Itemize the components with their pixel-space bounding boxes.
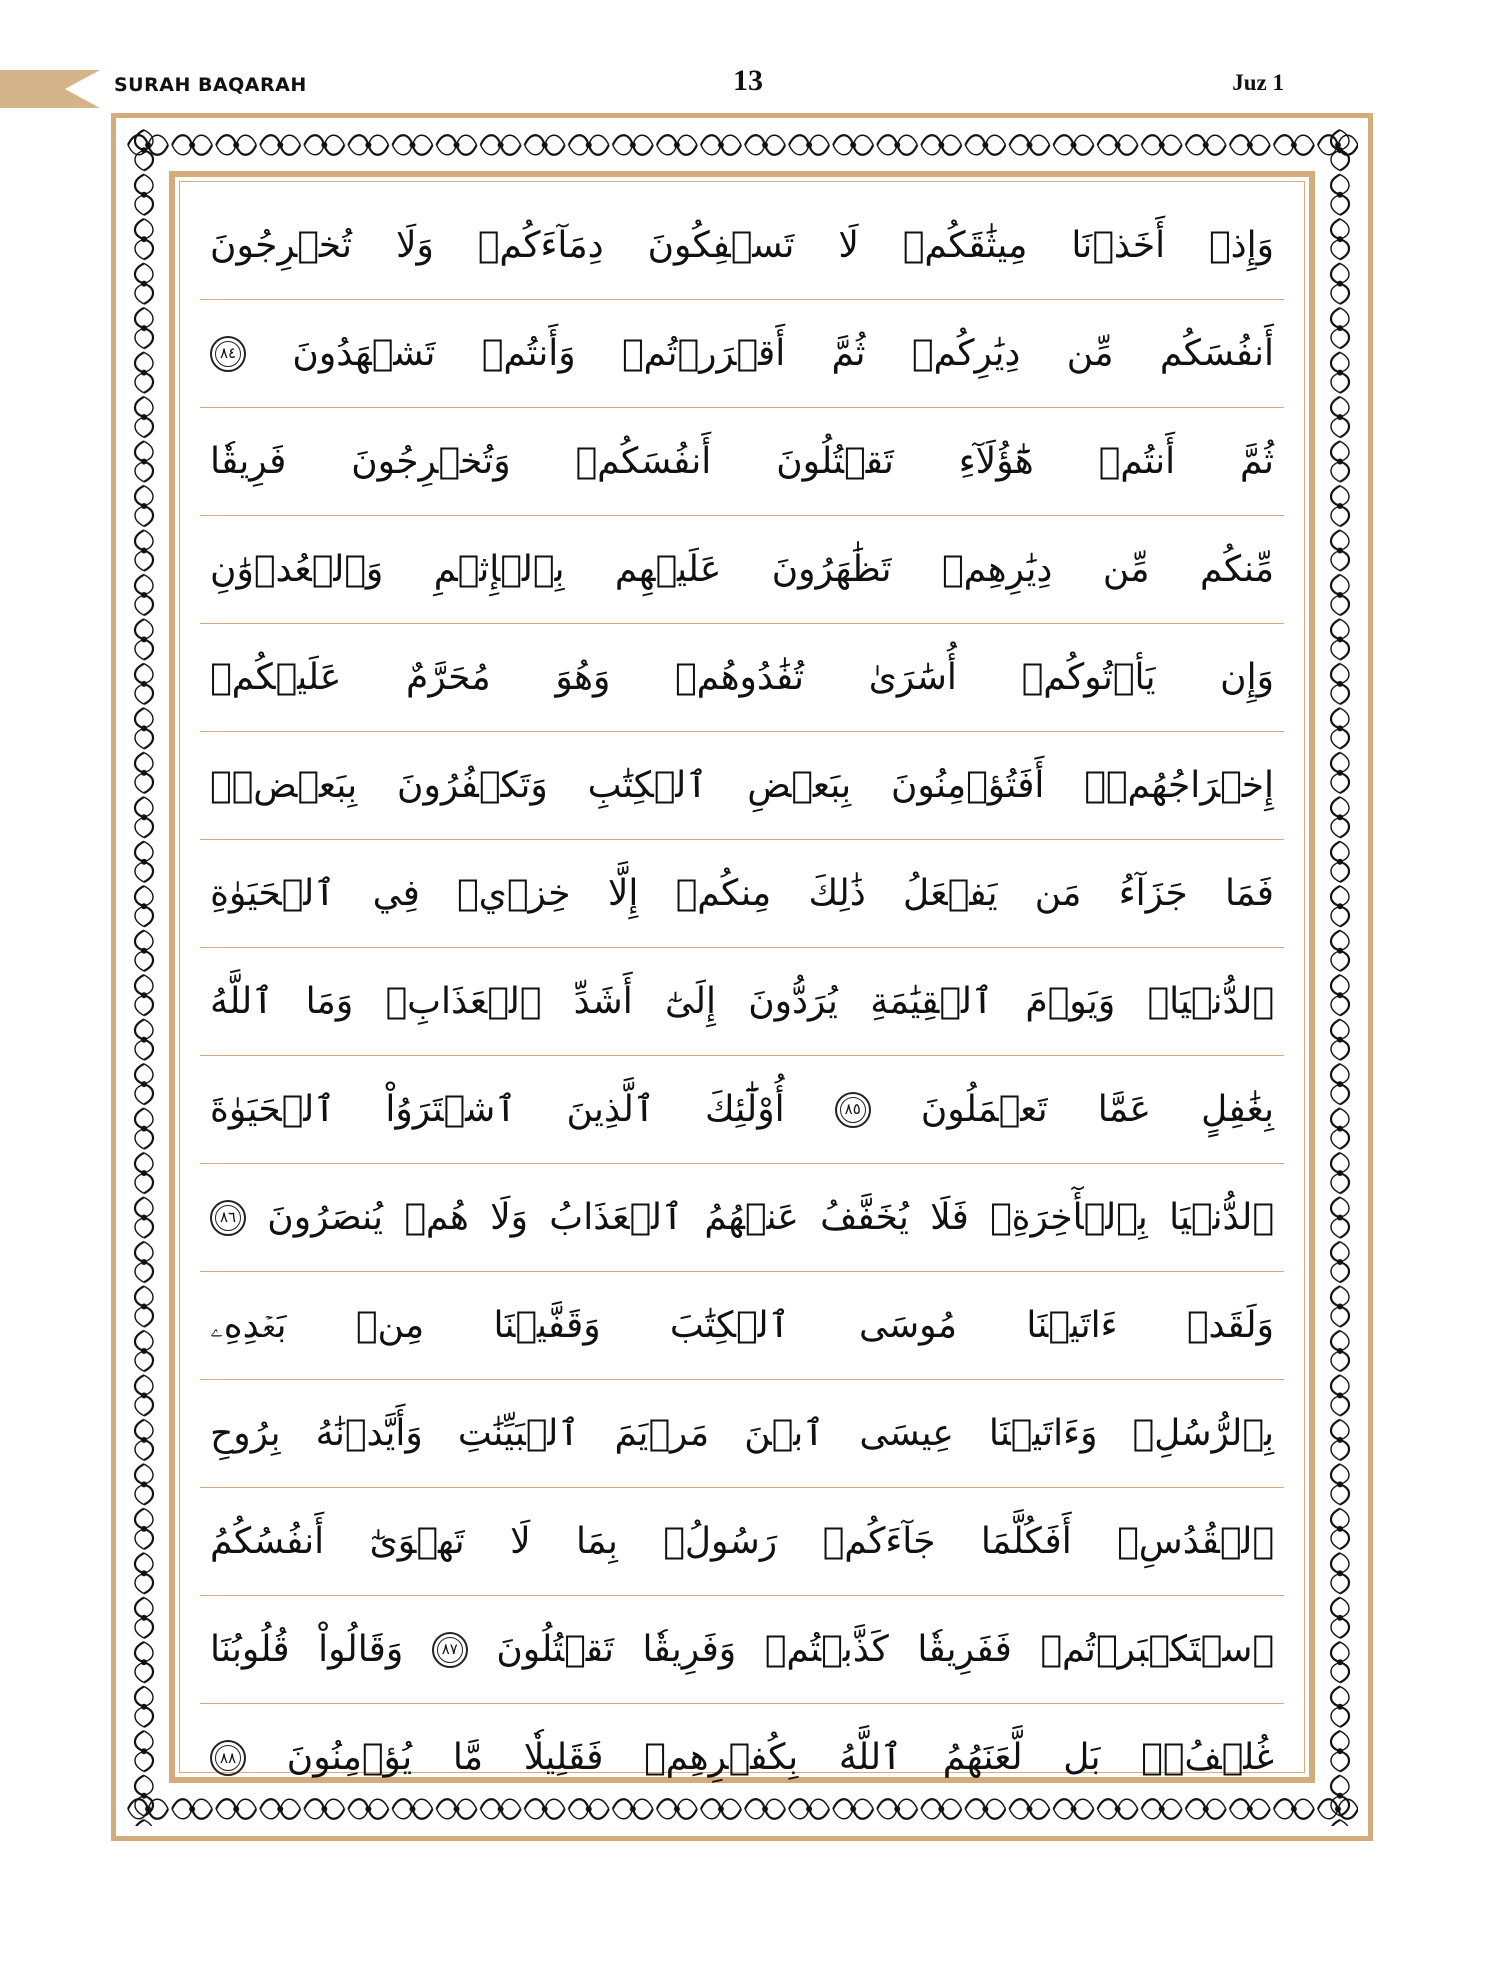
verse-word: أَنفُسُكُمُ xyxy=(210,1520,325,1562)
verse-word: دِيَٰرِهِمۡ xyxy=(942,548,1053,590)
verse-word: فَمَا xyxy=(1225,872,1274,914)
verse-word: أُوْلَٰٓئِكَ xyxy=(705,1088,785,1130)
juz-label: Juz 1 xyxy=(1232,70,1284,95)
verse-word: مِّن xyxy=(1066,332,1114,374)
verse-word: فَفَرِيقٗا xyxy=(917,1628,1012,1670)
verse-word: بِبَعۡضِ xyxy=(747,764,852,806)
verse-word: مِنۢ xyxy=(355,1304,425,1346)
verse-word: مَن xyxy=(1034,872,1082,914)
verse-word: تَظَٰهَرُونَ xyxy=(771,548,892,590)
verse-word: ٱلَّذِينَ xyxy=(566,1088,655,1130)
verse-word: لَا xyxy=(838,224,859,266)
verse-word: يُؤۡمِنُونَ xyxy=(286,1737,413,1778)
verse-line xyxy=(200,840,1284,948)
verse-line xyxy=(200,516,1284,624)
verse-word: وَلَا xyxy=(490,1196,529,1238)
verse-word: عَلَيۡهِم xyxy=(614,548,722,590)
verse-word: وَقَالُواْ xyxy=(318,1628,404,1670)
verse-word: أَنفُسَكُم xyxy=(1159,332,1274,374)
verse-word: يُرَدُّونَ xyxy=(748,980,838,1022)
verse-word: مِّن xyxy=(1102,548,1150,590)
verse-word: أَنفُسَكُمۡ xyxy=(575,440,712,482)
verse-word: وَفَرِيقٗا xyxy=(642,1628,737,1670)
verse-word: أَفَتُؤۡمِنُونَ xyxy=(890,764,1045,806)
verse-word: بِمَا xyxy=(576,1520,618,1562)
verse-line xyxy=(200,1272,1284,1380)
verse-word: ٱبۡنَ xyxy=(744,1412,825,1454)
verse-word: إِلَّا xyxy=(607,872,639,914)
verse-word: مِّنكُم xyxy=(1200,548,1274,590)
verse-word: خِزۡيٞ xyxy=(457,872,571,914)
verse-word: مِيثَٰقَكُمۡ xyxy=(902,224,1028,266)
verse-word: جَزَآءُ xyxy=(1118,872,1188,914)
verse-word: وَأَيَّدۡنَٰهُ xyxy=(315,1412,423,1454)
verse-word: مَّا xyxy=(452,1737,484,1778)
verse-line xyxy=(200,408,1284,516)
verse-word: عِيسَى xyxy=(859,1412,954,1454)
verse-word: لَا xyxy=(510,1520,531,1562)
verse-word: فَلَا xyxy=(930,1196,969,1238)
text-panel-inner-border xyxy=(179,181,1305,1778)
verse-word: بِغَٰفِلٍ xyxy=(1201,1088,1274,1130)
verse-word: مُوسَى xyxy=(858,1304,958,1346)
verse-word: بِٱلۡأٓخِرَةِۖ xyxy=(990,1196,1148,1238)
verse-line xyxy=(200,192,1284,300)
verse-word: بَعۡدِهِۦ xyxy=(210,1304,287,1346)
verse-word: وَإِن xyxy=(1220,656,1274,698)
verse-word: تَسۡفِكُونَ xyxy=(647,224,795,266)
verse-line xyxy=(200,1596,1284,1704)
verse-word: وَتُخۡرِجُونَ xyxy=(351,440,511,482)
verse-word: ٱلۡكِتَٰبِ xyxy=(587,764,708,806)
verse-word: ذَٰلِكَ xyxy=(808,872,866,914)
verse-word: أُسَٰرَىٰ xyxy=(868,656,957,698)
verse-word: فَرِيقٗا xyxy=(210,440,287,482)
verse-word: أَقۡرَرۡتُمۡ xyxy=(621,332,786,374)
verse-word: تَقۡتُلُونَ xyxy=(776,440,894,482)
verse-word: ثُمَّ xyxy=(831,332,866,374)
verse-word: غُلۡفُۢۚ xyxy=(1141,1737,1274,1778)
verse-word: بِرُوحِ xyxy=(210,1412,281,1454)
verse-word: ٱلۡعَذَابُ xyxy=(549,1196,684,1238)
verse-word: وَأَنتُمۡ xyxy=(481,332,576,374)
verse-word: أَنتُمۡ xyxy=(1098,440,1176,482)
verse-word: لَّعَنَهُمُ xyxy=(942,1737,1023,1778)
verse-word: ٱلۡحَيَوٰةِ xyxy=(210,872,336,914)
verse-line xyxy=(200,1704,1284,1812)
verse-word: وَإِذۡ xyxy=(1208,224,1274,266)
verse-word: ٱلۡقِيَٰمَةِ xyxy=(870,980,994,1022)
verse-word: بَل xyxy=(1063,1737,1101,1778)
verse-word: تَقۡتُلُونَ xyxy=(496,1628,614,1670)
verse-word: إِلَىٰٓ xyxy=(664,980,716,1022)
verse-word: دِيَٰرِكُمۡ xyxy=(911,332,1021,374)
verse-word: يُنصَرُونَ xyxy=(267,1196,384,1238)
verse-line xyxy=(200,300,1284,408)
verse-word: ٱسۡتَكۡبَرۡتُمۡ xyxy=(1040,1628,1274,1670)
verse-word: جَآءَكُمۡ xyxy=(822,1520,936,1562)
bookmark-tab xyxy=(0,70,100,108)
verse-word: ٱلۡحَيَوٰةَ xyxy=(210,1088,336,1130)
verse-word: ٱللَّهُ xyxy=(210,980,274,1022)
verse-word: أَشَدِّ xyxy=(573,980,633,1022)
verse-word: وَتَكۡفُرُونَ xyxy=(397,764,548,806)
verse-word: وَيَوۡمَ xyxy=(1025,980,1116,1022)
verse-line xyxy=(200,1380,1284,1488)
verse-word: عَمَّا xyxy=(1097,1088,1151,1130)
verse-word: تَهۡوَىٰٓ xyxy=(369,1520,465,1562)
verse-word: ٱللَّهُ xyxy=(838,1737,903,1778)
verse-word: وَءَاتَيۡنَا xyxy=(988,1412,1098,1454)
verse-word: فِي xyxy=(372,872,420,914)
verse-word: عَنۡهُمُ xyxy=(704,1196,799,1238)
verse-word: بِكُفۡرِهِمۡ xyxy=(644,1737,799,1778)
ayah-number-marker: ٨٨ xyxy=(210,1740,246,1776)
verse-word: يَفۡعَلُ xyxy=(903,872,998,914)
verse-word: يُخَفَّفُ xyxy=(820,1196,909,1238)
verse-word: هُمۡ xyxy=(404,1196,469,1238)
verse-word: تُفَٰدُوهُمۡ xyxy=(675,656,805,698)
page-header xyxy=(0,0,1496,130)
ornament-border-left xyxy=(124,128,164,1826)
verse-word: رَسُولُۢ xyxy=(663,1520,778,1562)
verse-word: هَٰٓؤُلَآءِ xyxy=(958,440,1034,482)
verse-word: ءَاتَيۡنَا xyxy=(1026,1304,1118,1346)
ayah-number-marker: ٨٥ xyxy=(835,1092,871,1128)
ayah-number-marker: ٨٤ xyxy=(210,336,246,372)
verse-word: ٱلۡبَيِّنَٰتِ xyxy=(457,1412,580,1454)
verse-word: إِخۡرَاجُهُمۡۚ xyxy=(1084,764,1274,806)
page-frame xyxy=(111,113,1373,1841)
verse-word: مَرۡيَمَ xyxy=(614,1412,710,1454)
verse-word: دِمَآءَكُمۡ xyxy=(477,224,604,266)
verse-word: قُلُوبُنَا xyxy=(210,1628,290,1670)
verse-word: يَأۡتُوكُمۡ xyxy=(1021,656,1156,698)
verse-line xyxy=(200,624,1284,732)
verse-word: وَمَا xyxy=(305,980,354,1022)
verse-word: ٱلۡقُدُسِۗ xyxy=(1117,1520,1274,1562)
verse-word: ثُمَّ xyxy=(1240,440,1274,482)
ayah-number-marker: ٨٧ xyxy=(432,1632,468,1668)
verse-line xyxy=(200,732,1284,840)
verse-word: وَلَا xyxy=(395,224,434,266)
ornament-border-right xyxy=(1320,128,1360,1826)
verse-word: ٱلۡعَذَابِۗ xyxy=(385,980,542,1022)
verse-word: وَقَفَّيۡنَا xyxy=(493,1304,601,1346)
verse-word: مُحَرَّمٌ xyxy=(406,656,491,698)
verse-word: وَهُوَ xyxy=(555,656,611,698)
verse-word: وَلَقَدۡ xyxy=(1186,1304,1274,1346)
verse-word: أَخَذۡنَا xyxy=(1071,224,1166,266)
verse-word: عَلَيۡكُمۡ xyxy=(210,656,342,698)
verse-word: مِنكُمۡ xyxy=(675,872,772,914)
verse-line xyxy=(200,1488,1284,1596)
verse-word: كَذَّبۡتُمۡ xyxy=(764,1628,889,1670)
verse-word: فَقَلِيلٗا xyxy=(523,1737,604,1778)
verse-word: وَٱلۡعُدۡوَٰنِ xyxy=(210,548,384,590)
text-panel xyxy=(169,171,1315,1783)
page-number: 13 xyxy=(733,64,763,97)
verse-lines xyxy=(200,192,1284,1778)
verse-word: تُخۡرِجُونَ xyxy=(210,224,353,266)
verse-word: تَعۡمَلُونَ xyxy=(920,1088,1048,1130)
verse-line xyxy=(200,948,1284,1056)
verse-word: ٱلدُّنۡيَاۖ xyxy=(1147,980,1274,1022)
verse-word: بِٱلرُّسُلِۖ xyxy=(1132,1412,1274,1454)
verse-word: تَشۡهَدُونَ xyxy=(292,332,436,374)
verse-line xyxy=(200,1164,1284,1272)
ayah-number-marker: ٨٦ xyxy=(210,1200,246,1236)
verse-word: ٱلۡكِتَٰبَ xyxy=(669,1304,790,1346)
ornament-border-top xyxy=(126,126,1358,164)
verse-word: ٱلدُّنۡيَا xyxy=(1169,1196,1274,1238)
verse-line xyxy=(200,1056,1284,1164)
surah-title: SURAH BAQARAH xyxy=(114,74,307,96)
verse-word: بِٱلۡإِثۡمِ xyxy=(433,548,565,590)
verse-word: بِبَعۡضٖۚ xyxy=(210,764,358,806)
verse-word: أَفَكُلَّمَا xyxy=(980,1520,1072,1562)
verse-word: ٱشۡتَرَوُاْ xyxy=(385,1088,517,1130)
